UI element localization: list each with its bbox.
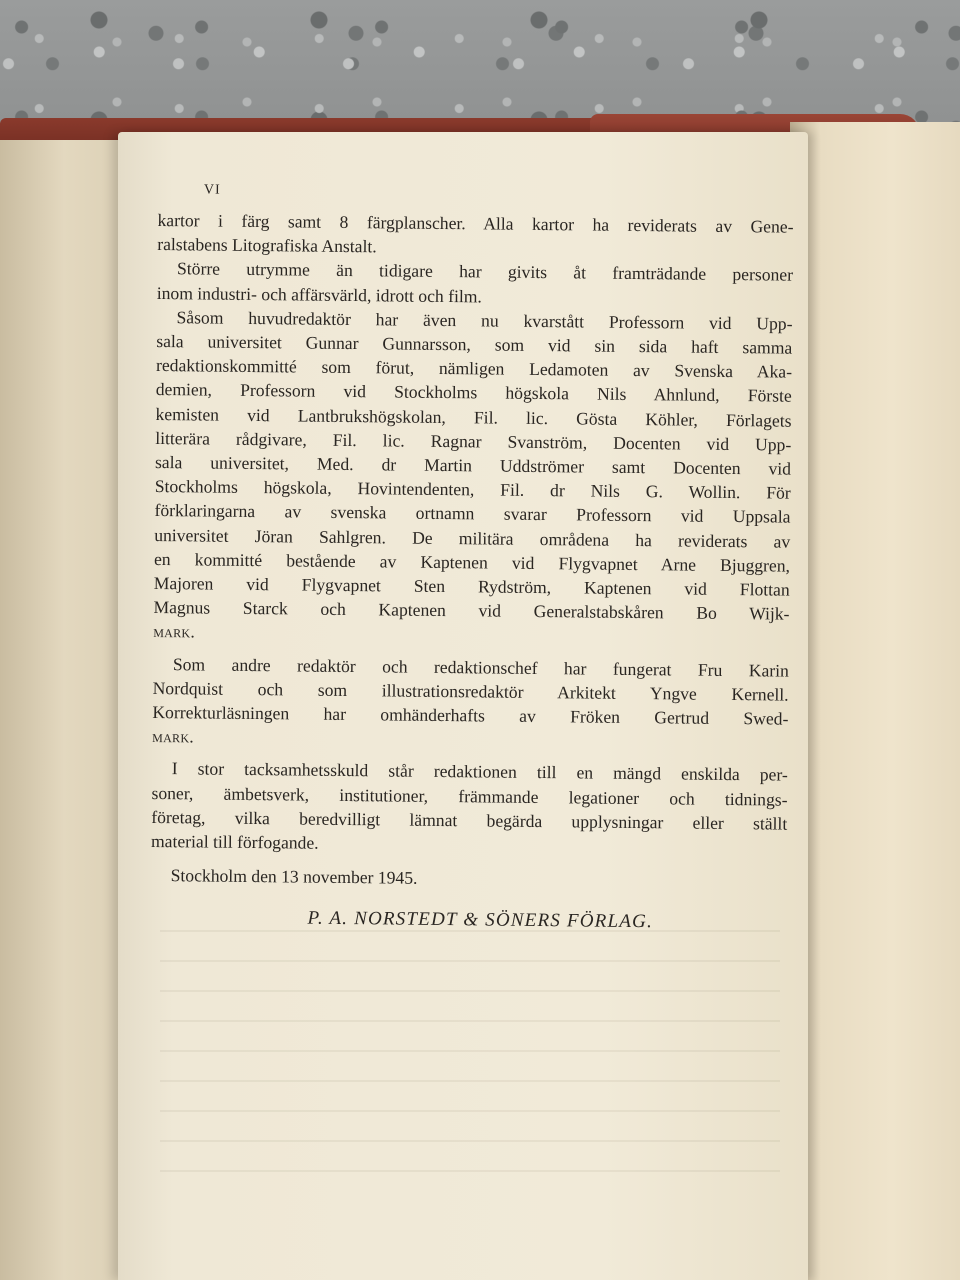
signoff-date: Stockholm den 13 november 1945.	[170, 865, 418, 889]
text-line: förklaringarna av svenska ortnamn svarar Professorn vid Uppsala	[154, 500, 791, 528]
text-line: Korrekturläsningen har omhänderhafts av Fröken Gertrud Swed-	[152, 702, 789, 729]
publisher-signature: P. A. NORSTEDT & SÖNERS FÖRLAG.	[307, 908, 654, 933]
show-through-line	[160, 990, 780, 992]
paragraph-second-editor	[152, 652, 789, 755]
text-line: Större utrymme än tidigare har givits åt framträdande personer	[176, 258, 794, 286]
text-line: I stor tacksamhetsskuld står redaktionen till en mängd enskilda per-	[171, 758, 788, 786]
text-line: Såsom huvudredaktör har även nu kvarstått Professorn vid Upp-	[176, 307, 793, 334]
text-line: material till förfogande.	[150, 831, 319, 853]
show-through-line	[160, 1140, 780, 1142]
paragraph-maps	[157, 208, 793, 263]
text-line: sala universitet, Med. dr Martin Uddströmer samt Docenten vid	[154, 452, 792, 479]
paragraph-gratitude	[151, 756, 788, 859]
text-line: soner, ämbetsverk, institutioner, främmande legationer och tidnings-	[151, 782, 788, 810]
text-line: kartor i färg samt 8 färgplanscher. Alla kartor ha reviderats av Gene-	[157, 209, 794, 237]
text-line: inom industri- och affärsvärld, idrott och film.	[156, 282, 482, 307]
text-line: kemisten vid Lantbrukshögskolan, Fil. lic. Gösta Köhler, Förlagets	[155, 403, 792, 431]
page-number: VI	[203, 182, 221, 198]
text-line: universitet Jöran Sahlgren. De militära områdena ha reviderats av	[154, 524, 791, 552]
show-through-line	[160, 960, 780, 962]
show-through-line	[160, 1080, 780, 1082]
text-line: Majoren vid Flygvapnet Sten Rydström, Kaptenen vid Flottan	[153, 573, 790, 600]
paragraph-editors	[153, 305, 793, 650]
text-line: mark.	[153, 621, 196, 642]
text-line: en kommitté bestående av Kaptenen vid Flygvapnet Arne Bjuggren,	[153, 548, 791, 576]
text-line: demien, Professorn vid Stockholms högskola Nils Ahnlund, Förste	[155, 379, 792, 407]
text-line: sala universitet Gunnar Gunnarsson, som vid sin sida haft samma	[156, 331, 793, 358]
text-line: Magnus Starck och Kaptenen vid Generalstabskåren Bo Wijk-	[153, 597, 790, 624]
right-page-edge	[790, 122, 960, 1280]
paragraph-persons	[157, 256, 793, 311]
text-line: företag, vilka beredvilligt lämnat begärda upplysningar eller ställt	[151, 806, 788, 834]
show-through-line	[160, 1110, 780, 1112]
text-line: Stockholms högskola, Hovintendenten, Fil. dr Nils G. Wollin. För	[154, 476, 791, 503]
text-line: litterära rådgivare, Fil. lic. Ragnar Svanström, Docenten vid Upp-	[155, 427, 792, 455]
text-line: ralstabens Litografiska Anstalt.	[157, 234, 377, 257]
show-through-line	[160, 1050, 780, 1052]
text-line: Som andre redaktör och redaktionschef har fungerat Fru Karin	[172, 653, 789, 681]
show-through-line	[160, 1020, 780, 1022]
page-text	[150, 178, 794, 936]
text-line: redaktionskommitté som förut, nämligen Ledamoten av Svenska Aka-	[155, 355, 793, 382]
show-through-line	[160, 1170, 780, 1172]
text-line: mark.	[152, 726, 195, 747]
text-line: Nordquist och som illustrationsredaktör Arkitekt Yngve Kernell.	[152, 677, 789, 705]
